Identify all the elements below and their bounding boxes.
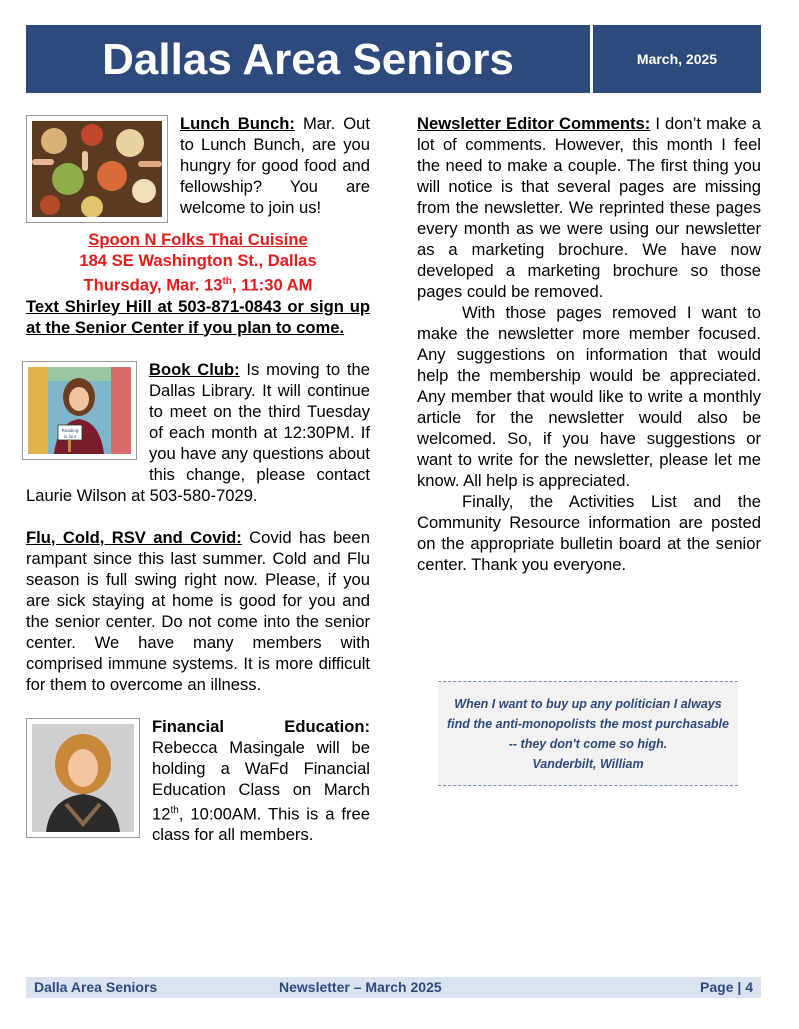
financial-heading: Financial Education: xyxy=(152,716,370,736)
restaurant-address: 184 SE Washington St., Dallas xyxy=(79,251,317,270)
issue-date: March, 2025 xyxy=(636,51,718,67)
left-column xyxy=(26,113,370,845)
restaurant-name: Spoon N Folks Thai Cuisine xyxy=(88,230,308,249)
masthead xyxy=(26,25,761,93)
presenter-portrait-image xyxy=(32,724,134,832)
footer-publication: Dalla Area Seniors xyxy=(34,979,158,995)
lunch-bunch-section xyxy=(26,113,370,338)
financial-body: Rebecca Masingale will be holding a WaFd Financial Education Class on March 12 xyxy=(152,737,370,824)
book-club-photo xyxy=(22,361,137,460)
page-footer xyxy=(26,977,761,998)
financial-section xyxy=(26,716,370,846)
book-club-heading: Book Club: xyxy=(149,359,240,379)
flu-body: Covid has been rampant since this last summer. Cold and Flu season is full swing right now. Please, if you are sick staying at home is good for you and the senior center. Do not come into the senior center. We have many members with comprised immune systems. It is more difficult for them to overcome an illness. xyxy=(26,527,370,694)
editor-paragraph-3: Finally, the Activities List and the Community Resource information are posted on the appropriate bulletin board at the senior center. Thank you everyone. xyxy=(417,492,761,574)
event-time: , 11:30 AM xyxy=(231,275,313,295)
quote-text: When I want to buy up any politician I always find the anti-monopolists the most purchasable -- they don't come so high. xyxy=(447,697,729,751)
event-datetime xyxy=(26,271,370,296)
flu-section xyxy=(26,527,370,695)
reading-woman-image xyxy=(28,367,131,454)
right-column xyxy=(417,113,761,575)
svg-text:Reading: Reading xyxy=(61,427,79,433)
event-date-suffix: th xyxy=(222,276,232,287)
quote-box xyxy=(438,681,738,786)
editor-heading: Newsletter Editor Comments: xyxy=(417,114,651,133)
rsvp-instructions: Text Shirley Hill at 503-871-0843 or sign up at the Senior Center if you plan to come. xyxy=(26,296,370,337)
lunch-heading: Lunch Bunch: xyxy=(180,114,295,133)
footer-page-number: Page | 4 xyxy=(700,979,753,995)
financial-body-end: , 10:00AM. This is a free class for all members. xyxy=(152,804,370,845)
event-date: Thursday, Mar. 13 xyxy=(83,275,223,295)
lunch-body: Mar. Out to Lunch Bunch, are you hungry for good food and fellowship? You are welcome to join us! xyxy=(180,114,370,217)
quote-author: Vanderbilt, William xyxy=(532,757,644,771)
flu-heading: Flu, Cold, RSV and Covid: xyxy=(26,527,242,547)
food-table-image xyxy=(32,121,162,217)
editor-paragraph-1: I don’t make a lot of comments. However, this month I feel the need to make a couple. The first thing you will notice is that several pages are missing from the newsletter. We reprinted these pages every month as we were using our newsletter as a marketing brochure. We have now developed a marketing brochure so those pages could be removed. xyxy=(417,114,762,301)
book-club-section xyxy=(26,359,370,506)
presenter-photo xyxy=(26,718,140,838)
footer-issue: Newsletter – March 2025 xyxy=(279,979,442,995)
lunch-food-photo xyxy=(26,115,168,223)
newsletter-title: Dallas Area Seniors xyxy=(102,35,514,84)
editor-paragraph-2: With those pages removed I want to make the newsletter more member focused. Any suggestions on information that would help the membership would be appreciated. Any member that would like to write a monthly article for the newsletter would also be welcomed. So, if you have suggestions or want to write for the newsletter, please let me know. All help is appreciated. xyxy=(417,303,761,490)
book-club-body: Is moving to the Dallas Library. It will continue to meet on the third Tuesday of each month at 12:30PM. If you have any questions about this change, please contact Laurie Wilson at 503-580-7029. xyxy=(26,359,370,505)
svg-text:is fun!: is fun! xyxy=(63,433,77,439)
class-date-suffix: th xyxy=(170,804,179,816)
